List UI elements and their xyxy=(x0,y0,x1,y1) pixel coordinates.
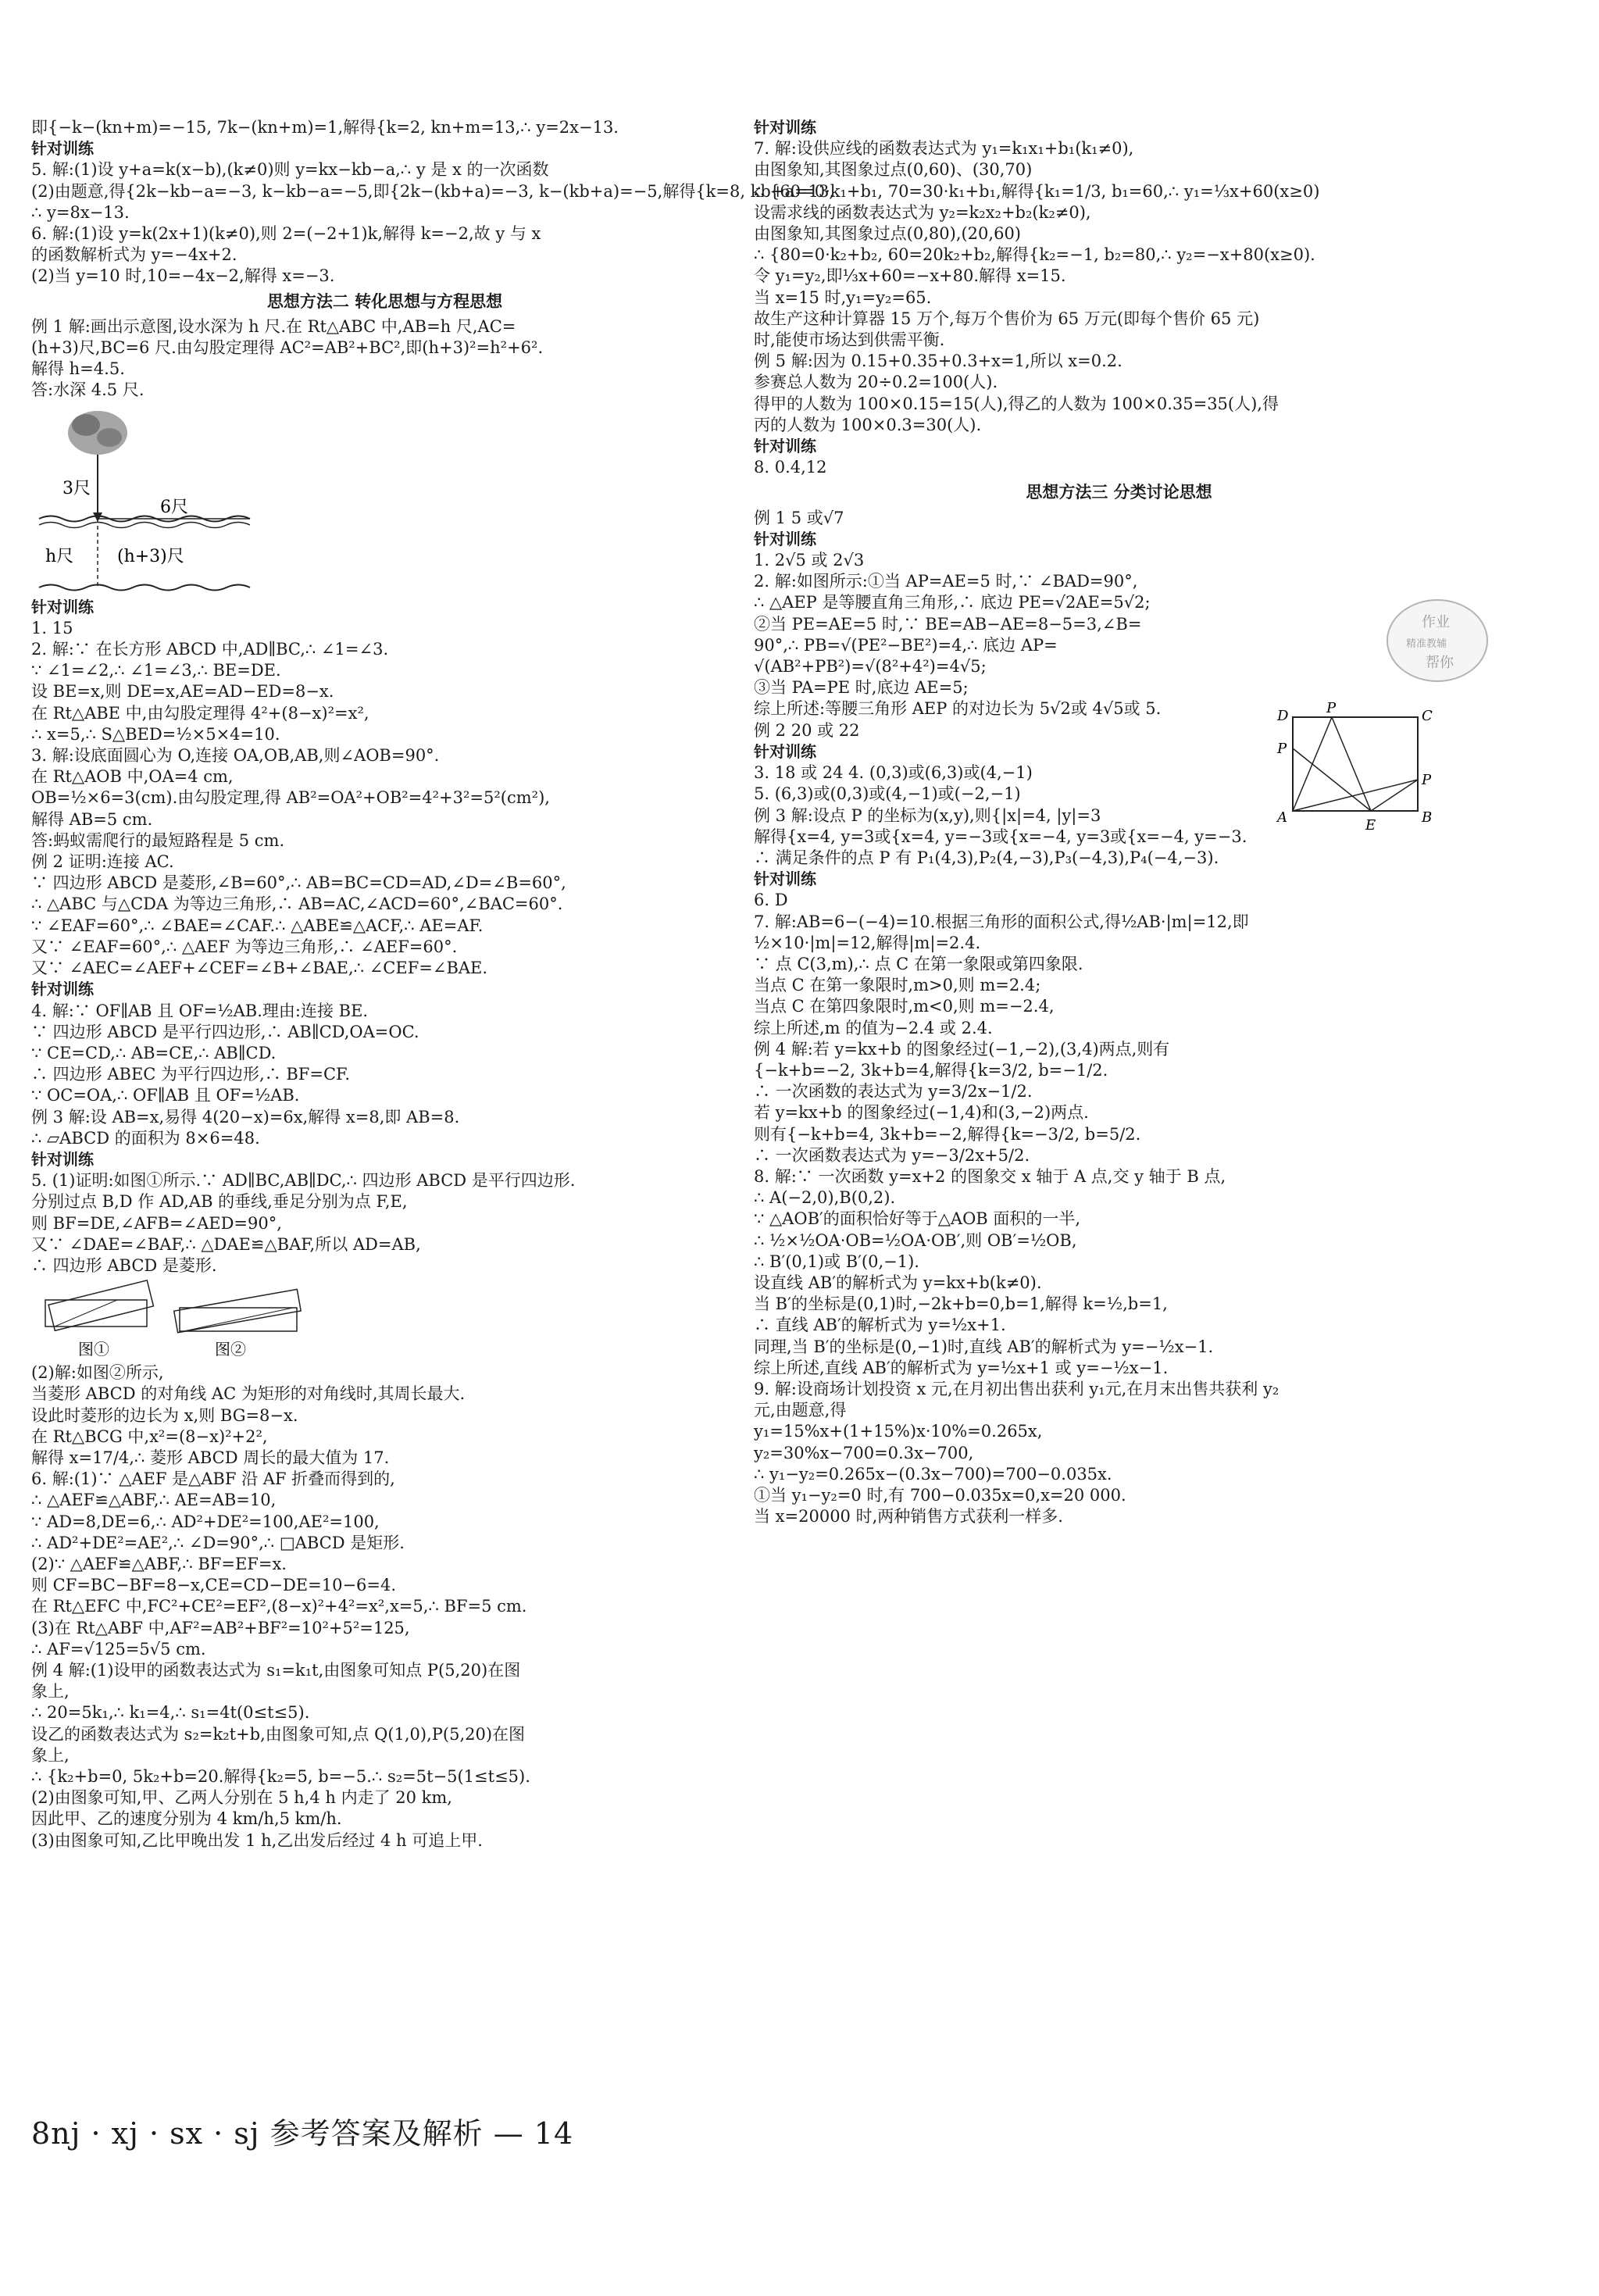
stamp-line2: 精准教辅 xyxy=(1406,638,1447,650)
text-line: 在 Rt△EFC 中,FC²+CE²=EF²,(8−x)²+4²=x²,x=5,∴ BF=5 cm. xyxy=(31,1597,527,1616)
text-line: 例 2 证明:连接 AC. xyxy=(31,852,174,872)
text-line: 7. 解:AB=6−(−4)=10.根据三角形的面积公式,得½AB·|m|=12,即 xyxy=(754,912,1249,931)
fig3-label-B: B xyxy=(1422,809,1433,826)
text-line: ∴ 直线 AB′的解析式为 y=½x+1. xyxy=(754,1316,1006,1335)
text-line: ∵ CE=CD,∴ AB=CE,∴ AB∥CD. xyxy=(31,1043,277,1062)
text-line: 当点 C 在第一象限时,m>0,则 m=2.4; xyxy=(754,976,1041,995)
text-line: 2. 解:∵ 在长方形 ABCD 中,AD∥BC,∴ ∠1=∠3. xyxy=(31,640,389,659)
text-line: 又∵ ∠EAF=60°,∴ △AEF 为等边三角形,∴ ∠AEF=60°. xyxy=(31,937,458,956)
text-line: ∴ AF=√125=5√5 cm. xyxy=(31,1639,206,1659)
text-line: ∵ AD=8,DE=6,∴ AD²+DE²=100,AE²=100, xyxy=(31,1512,380,1531)
text-line: 得甲的人数为 100×0.15=15(人),得乙的人数为 100×0.35=35(人),得 xyxy=(754,394,1279,413)
stamp-line3: 帮你 xyxy=(1426,655,1454,671)
text-line: 答:蚂蚁需爬行的最短路程是 5 cm. xyxy=(31,830,285,850)
text-line: y₂=30%x−700=0.3x−700, xyxy=(754,1443,974,1462)
text-line: 象上, xyxy=(31,1682,70,1701)
fig3-label-A: A xyxy=(1277,809,1287,826)
text-line: 例 3 解:设点 P 的坐标为(x,y),则{|x|=4, |y|=3 xyxy=(754,805,1101,825)
text-line: ∴ ½×½OA·OB=½OA·OB′,则 OB′=½OB, xyxy=(754,1230,1077,1250)
text-line: ∴ ▱ABCD 的面积为 8×6=48. xyxy=(31,1128,260,1148)
text-line: ∴ x=5,∴ S△BED=½×5×4=10. xyxy=(31,724,280,744)
practice-heading: 针对训练 xyxy=(31,597,94,616)
text-line: 设此时菱形的边长为 x,则 BG=8−x. xyxy=(31,1405,298,1425)
fig1-label-3: 3尺 xyxy=(62,478,91,498)
text-line: 例 2 20 或 22 xyxy=(754,720,860,740)
text-line: ∵ △AOB′的面积恰好等于△AOB 面积的一半, xyxy=(754,1209,1081,1229)
text-line: 6. 解:(1)∵ △AEF 是△ABF 沿 AF 折叠而得到的, xyxy=(31,1469,395,1489)
text-line: ∴ △ABC 与△CDA 为等边三角形,∴ AB=AC,∠ACD=60°,∠BAC=60°. xyxy=(31,894,563,914)
text-line: 当 x=20000 时,两种销售方式获利一样多. xyxy=(754,1507,1063,1527)
fig3-label-D: D xyxy=(1277,708,1289,724)
text-line: 设乙的函数表达式为 s₂=k₂t+b,由图象可知,点 Q(1,0),P(5,20)在图 xyxy=(31,1724,526,1744)
text-line: {−k+b=−2, 3k+b=4,解得{k=3/2, b=−1/2. xyxy=(754,1060,1108,1080)
lotus-diagram xyxy=(31,402,266,597)
text-line: 又∵ ∠DAE=∠BAF,∴ △DAE≌△BAF,所以 AD=AB, xyxy=(31,1234,421,1254)
page-footer: 8nj · xj · sx · sj 参考答案及解析 — 14 xyxy=(31,2116,574,2151)
text-line: 当 x=15 时,y₁=y₂=65. xyxy=(754,287,932,307)
text-line: 解得{x=4, y=3或{x=4, y=−3或{x=−4, y=3或{x=−4, y=−3. xyxy=(754,827,1247,846)
text-line: ∴ A(−2,0),B(0,2). xyxy=(754,1188,896,1208)
text-line: 例 1 5 或√7 xyxy=(754,508,844,527)
text-line: 则 CF=BC−BF=8−x,CE=CD−DE=10−6=4. xyxy=(31,1576,397,1595)
text-line: 因此甲、乙的速度分别为 4 km/h,5 km/h. xyxy=(31,1809,342,1829)
text-line: 若 y=kx+b 的图象经过(−1,4)和(3,−2)两点. xyxy=(754,1103,1089,1123)
fig3-label-E: E xyxy=(1365,817,1376,834)
text-line: (h+3)尺,BC=6 尺.由勾股定理得 AC²=AB²+BC²,即(h+3)²=h²+6². xyxy=(31,338,544,358)
text-line: ∵ ∠1=∠2,∴ ∠1=∠3,∴ BE=DE. xyxy=(31,661,281,680)
text-line: ∴ 四边形 ABCD 是菱形. xyxy=(31,1255,217,1275)
text-line: 3. 解:设底面圆心为 O,连接 OA,OB,AB,则∠AOB=90°. xyxy=(31,746,440,766)
text-line: ∴ y=8x−13. xyxy=(31,202,130,222)
text-line: 例 3 解:设 AB=x,易得 4(20−x)=6x,解得 x=8,即 AB=8. xyxy=(31,1107,460,1127)
practice-heading: 针对训练 xyxy=(31,139,94,159)
text-line: 综上所述:等腰三角形 AEP 的对边长为 5√2或 4√5或 5. xyxy=(754,699,1162,719)
text-line: 元,由题意,得 xyxy=(754,1401,847,1420)
text-line: ∴ 一次函数表达式为 y=−3/2x+5/2. xyxy=(754,1145,1030,1165)
text-line: 8. 0.4,12 xyxy=(754,458,827,477)
text-line: 象上, xyxy=(31,1745,70,1765)
text-line: 例 5 解:因为 0.15+0.35+0.3+x=1,所以 x=0.2. xyxy=(754,352,1123,371)
fig3-label-P-right: P xyxy=(1422,772,1432,788)
text-line: 分别过点 B,D 作 AD,AB 的垂线,垂足分别为点 F,E, xyxy=(31,1192,408,1212)
text-line: 则有{−k+b=4, 3k+b=−2,解得{k=−3/2, b=5/2. xyxy=(754,1124,1141,1144)
text-line: ½×10·|m|=12,解得|m|=2.4. xyxy=(754,933,981,952)
text-line: ∴ {80=0·k₂+b₂, 60=20k₂+b₂,解得{k₂=−1, b₂=80,∴ y₂=−x+80(x≥0). xyxy=(754,245,1315,265)
text-line: ∴ 满足条件的点 P 有 P₁(4,3),P₂(4,−3),P₃(−4,3),P₄(−4,−3). xyxy=(754,848,1219,867)
text-line: 故生产这种计算器 15 万个,每万个售价为 65 万元(即每个售价 65 元) xyxy=(754,309,1260,328)
text-line: ③当 PA=PE 时,底边 AE=5; xyxy=(754,678,969,698)
text-line: 1. 2√5 或 2√3 xyxy=(754,551,865,570)
publisher-stamp xyxy=(1383,594,1492,687)
text-line: 例 4 解:若 y=kx+b 的图象经过(−1,−2),(3,4)两点,则有 xyxy=(754,1039,1170,1059)
practice-heading: 针对训练 xyxy=(754,118,816,137)
text-line: 综上所述,m 的值为−2.4 或 2.4. xyxy=(754,1018,993,1037)
text-line: 当菱形 ABCD 的对角线 AC 为矩形的对角线时,其周长最大. xyxy=(31,1384,466,1404)
fig3-label-P-left: P xyxy=(1277,741,1287,757)
text-line: 由图象知,其图象过点(0,80),(20,60) xyxy=(754,224,1021,244)
text-line: 5. (6,3)或(0,3)或(4,−1)或(−2,−1) xyxy=(754,784,1021,804)
text-line: 同理,当 B′的坐标是(0,−1)时,直线 AB′的解析式为 y=−½x−1. xyxy=(754,1337,1214,1356)
text-line: ∵ 点 C(3,m),∴ 点 C 在第一象限或第四象限. xyxy=(754,954,1083,973)
rectangle-rhombus-diagrams xyxy=(31,1277,320,1362)
text-line: ①当 y₁−y₂=0 时,有 700−0.035x=0,x=20 000. xyxy=(754,1486,1126,1505)
text-line: ∵ 四边形 ABCD 是平行四边形,∴ AB∥CD,OA=OC. xyxy=(31,1022,419,1041)
fig2-label-2: 图② xyxy=(215,1340,246,1359)
text-line: 5. (1)证明:如图①所示.∵ AD∥BC,AB∥DC,∴ 四边形 ABCD 是平行四边形. xyxy=(31,1171,576,1191)
text-line: ∴ y₁−y₂=0.265x−(0.3x−700)=700−0.035x. xyxy=(754,1464,1112,1484)
text-line: ∴ B′(0,1)或 B′(0,−1). xyxy=(754,1252,919,1271)
practice-heading: 针对训练 xyxy=(754,529,816,548)
text-line: 则 BF=DE,∠AFB=∠AED=90°, xyxy=(31,1213,282,1233)
text-line: ∴ △AEF≌△ABF,∴ AE=AB=10, xyxy=(31,1491,277,1510)
text-line: ②当 PE=AE=5 时,∵ BE=AB−AE=8−5=3,∠B= xyxy=(754,614,1142,634)
text-line: 设 BE=x,则 DE=x,AE=AD−ED=8−x. xyxy=(31,682,334,702)
fig2-label-1: 图① xyxy=(78,1340,109,1359)
text-line: 3. 18 或 24 4. (0,3)或(6,3)或(4,−1) xyxy=(754,763,1033,783)
stamp-line1: 作业 xyxy=(1422,614,1450,630)
fig1-label-h3: (h+3)尺 xyxy=(117,546,184,566)
text-line: 解得 AB=5 cm. xyxy=(31,809,153,829)
text-line: 8. 解:∵ 一次函数 y=x+2 的图象交 x 轴于 A 点,交 y 轴于 B 点, xyxy=(754,1166,1226,1186)
text-line: 的函数解析式为 y=−4x+2. xyxy=(31,245,237,265)
text-line: 设直线 AB′的解析式为 y=kx+b(k≠0). xyxy=(754,1273,1042,1292)
text-line: (2)由题意,得{2k−kb−a=−3, k−kb−a=−5,即{2k−(kb+a)=−3, k−(kb+a)=−5,解得{k=8, kb+a=13, xyxy=(31,181,834,201)
practice-heading: 针对训练 xyxy=(31,1149,94,1169)
text-line: 5. 解:(1)设 y+a=k(x−b),(k≠0)则 y=kx−kb−a,∴ y 是 x 的一次函数 xyxy=(31,160,549,180)
text-line: 9. 解:设商场计划投资 x 元,在月初出售出获利 y₁元,在月末出售共获利 y₂ xyxy=(754,1379,1280,1398)
text-line: 解得 x=17/4,∴ 菱形 ABCD 周长的最大值为 17. xyxy=(31,1448,390,1467)
text-line: 例 4 解:(1)设甲的函数表达式为 s₁=k₁t,由图象可知点 P(5,20)在图 xyxy=(31,1660,521,1680)
text-line: 答:水深 4.5 尺. xyxy=(31,380,145,400)
practice-heading: 针对训练 xyxy=(754,437,816,456)
text-line: ∴ △AEP 是等腰直角三角形,∴ 底边 PE=√2AE=5√2; xyxy=(754,593,1151,612)
text-line: ∴ 四边形 ABEC 为平行四边形,∴ BF=CF. xyxy=(31,1065,351,1084)
text-line: 时,能使市场达到供需平衡. xyxy=(754,330,945,350)
text-line: (3)在 Rt△ABF 中,AF²=AB²+BF²=10²+5²=125, xyxy=(31,1618,410,1637)
text-line: 在 Rt△AOB 中,OA=4 cm, xyxy=(31,767,234,787)
text-line: y₁=15%x+(1+15%)x·10%=0.265x, xyxy=(754,1422,1043,1441)
text-line: 6. 解:(1)设 y=k(2x+1)(k≠0),则 2=(−2+1)k,解得 k=−2,故 y 与 x xyxy=(31,224,541,244)
text-line: ∴ {60=0·k₁+b₁, 70=30·k₁+b₁,解得{k₁=1/3, b₁=60,∴ y₁=⅓x+60(x≥0) xyxy=(754,181,1320,201)
fig1-label-6: 6尺 xyxy=(160,497,188,517)
text-line: 在 Rt△BCG 中,x²=(8−x)²+2², xyxy=(31,1427,268,1446)
text-line: √(AB²+PB²)=√(8²+4²)=4√5; xyxy=(754,657,987,677)
text-line: ∴ AD²+DE²=AE²,∴ ∠D=90°,∴ □ABCD 是矩形. xyxy=(31,1533,405,1552)
text-line: 在 Rt△ABE 中,由勾股定理得 4²+(8−x)²=x², xyxy=(31,703,369,723)
text-line: 当 B′的坐标是(0,1)时,−2k+b=0,b=1,解得 k=½,b=1, xyxy=(754,1294,1168,1314)
fig3-label-P-top: P xyxy=(1326,700,1337,716)
text-line: (2)∵ △AEF≌△ABF,∴ BF=EF=x. xyxy=(31,1554,287,1573)
text-line: 1. 15 xyxy=(31,618,73,637)
text-line: 当点 C 在第四象限时,m<0,则 m=−2.4, xyxy=(754,997,1055,1016)
rectangle-abcd-diagram xyxy=(1273,695,1437,836)
practice-heading: 针对训练 xyxy=(754,741,816,761)
text-line: ∴ {k₂+b=0, 5k₂+b=20.解得{k₂=5, b=−5.∴ s₂=5t−5(1≤t≤5). xyxy=(31,1767,530,1786)
text-line: 由图象知,其图象过点(0,60)、(30,70) xyxy=(754,160,1033,180)
text-line: OB=½×6=3(cm).由勾股定理,得 AB²=OA²+OB²=4²+3²=5²(cm²), xyxy=(31,788,550,808)
fig1-label-h: h尺 xyxy=(45,546,74,566)
text-line: ∴ 20=5k₁,∴ k₁=4,∴ s₁=4t(0≤t≤5). xyxy=(31,1703,310,1723)
text-line: (2)由图象可知,甲、乙两人分别在 5 h,4 h 内走了 20 km, xyxy=(31,1788,452,1808)
section-heading: 思想方法三 分类讨论思想 xyxy=(1026,483,1212,502)
text-line: 参赛总人数为 20÷0.2=100(人). xyxy=(754,373,998,392)
text-line: (2)当 y=10 时,10=−4x−2,解得 x=−3. xyxy=(31,266,335,286)
text-line: 丙的人数为 100×0.3=30(人). xyxy=(754,415,982,434)
text-line: (2)解:如图②所示, xyxy=(31,1363,164,1383)
practice-heading: 针对训练 xyxy=(31,980,94,999)
text-line: ∴ 一次函数的表达式为 y=3/2x−1/2. xyxy=(754,1082,1033,1102)
text-line: 综上所述,直线 AB′的解析式为 y=½x+1 或 y=−½x−1. xyxy=(754,1358,1169,1377)
text-line: 解得 h=4.5. xyxy=(31,359,125,379)
text-line: 令 y₁=y₂,即⅓x+60=−x+80.解得 x=15. xyxy=(754,266,1066,286)
text-line: 例 1 解:画出示意图,设水深为 h 尺.在 Rt△ABC 中,AB=h 尺,AC= xyxy=(31,316,516,336)
section-heading: 思想方法二 转化思想与方程思想 xyxy=(266,291,503,311)
text-line: ∵ 四边形 ABCD 是菱形,∠B=60°,∴ AB=BC=CD=AD,∠D=∠B=60°, xyxy=(31,873,566,893)
text-line: (3)由图象可知,乙比甲晚出发 1 h,乙出发后经过 4 h 可追上甲. xyxy=(31,1830,483,1850)
fig3-label-C: C xyxy=(1422,708,1433,724)
text-line: 7. 解:设供应线的函数表达式为 y₁=k₁x₁+b₁(k₁≠0), xyxy=(754,139,1134,159)
text-line: ∵ ∠EAF=60°,∴ ∠BAE=∠CAF.∴ △ABE≌△ACF,∴ AE=AF. xyxy=(31,916,484,935)
text-line: 4. 解:∵ OF∥AB 且 OF=½AB.理由:连接 BE. xyxy=(31,1001,369,1020)
practice-heading: 针对训练 xyxy=(754,869,816,889)
text-line: ∵ OC=OA,∴ OF∥AB 且 OF=½AB. xyxy=(31,1086,300,1105)
text-line: 即{−k−(kn+m)=−15, 7k−(kn+m)=1,解得{k=2, kn+m=13,∴ y=2x−13. xyxy=(31,118,619,137)
text-line: 设需求线的函数表达式为 y₂=k₂x₂+b₂(k₂≠0), xyxy=(754,202,1091,222)
text-line: 90°,∴ PB=√(PE²−BE²)=4,∴ 底边 AP= xyxy=(754,635,1058,655)
text-line: 2. 解:如图所示:①当 AP=AE=5 时,∵ ∠BAD=90°, xyxy=(754,572,1138,591)
text-line: 6. D xyxy=(754,891,788,910)
text-line: 又∵ ∠AEC=∠AEF+∠CEF=∠B+∠BAE,∴ ∠CEF=∠BAE. xyxy=(31,959,488,978)
